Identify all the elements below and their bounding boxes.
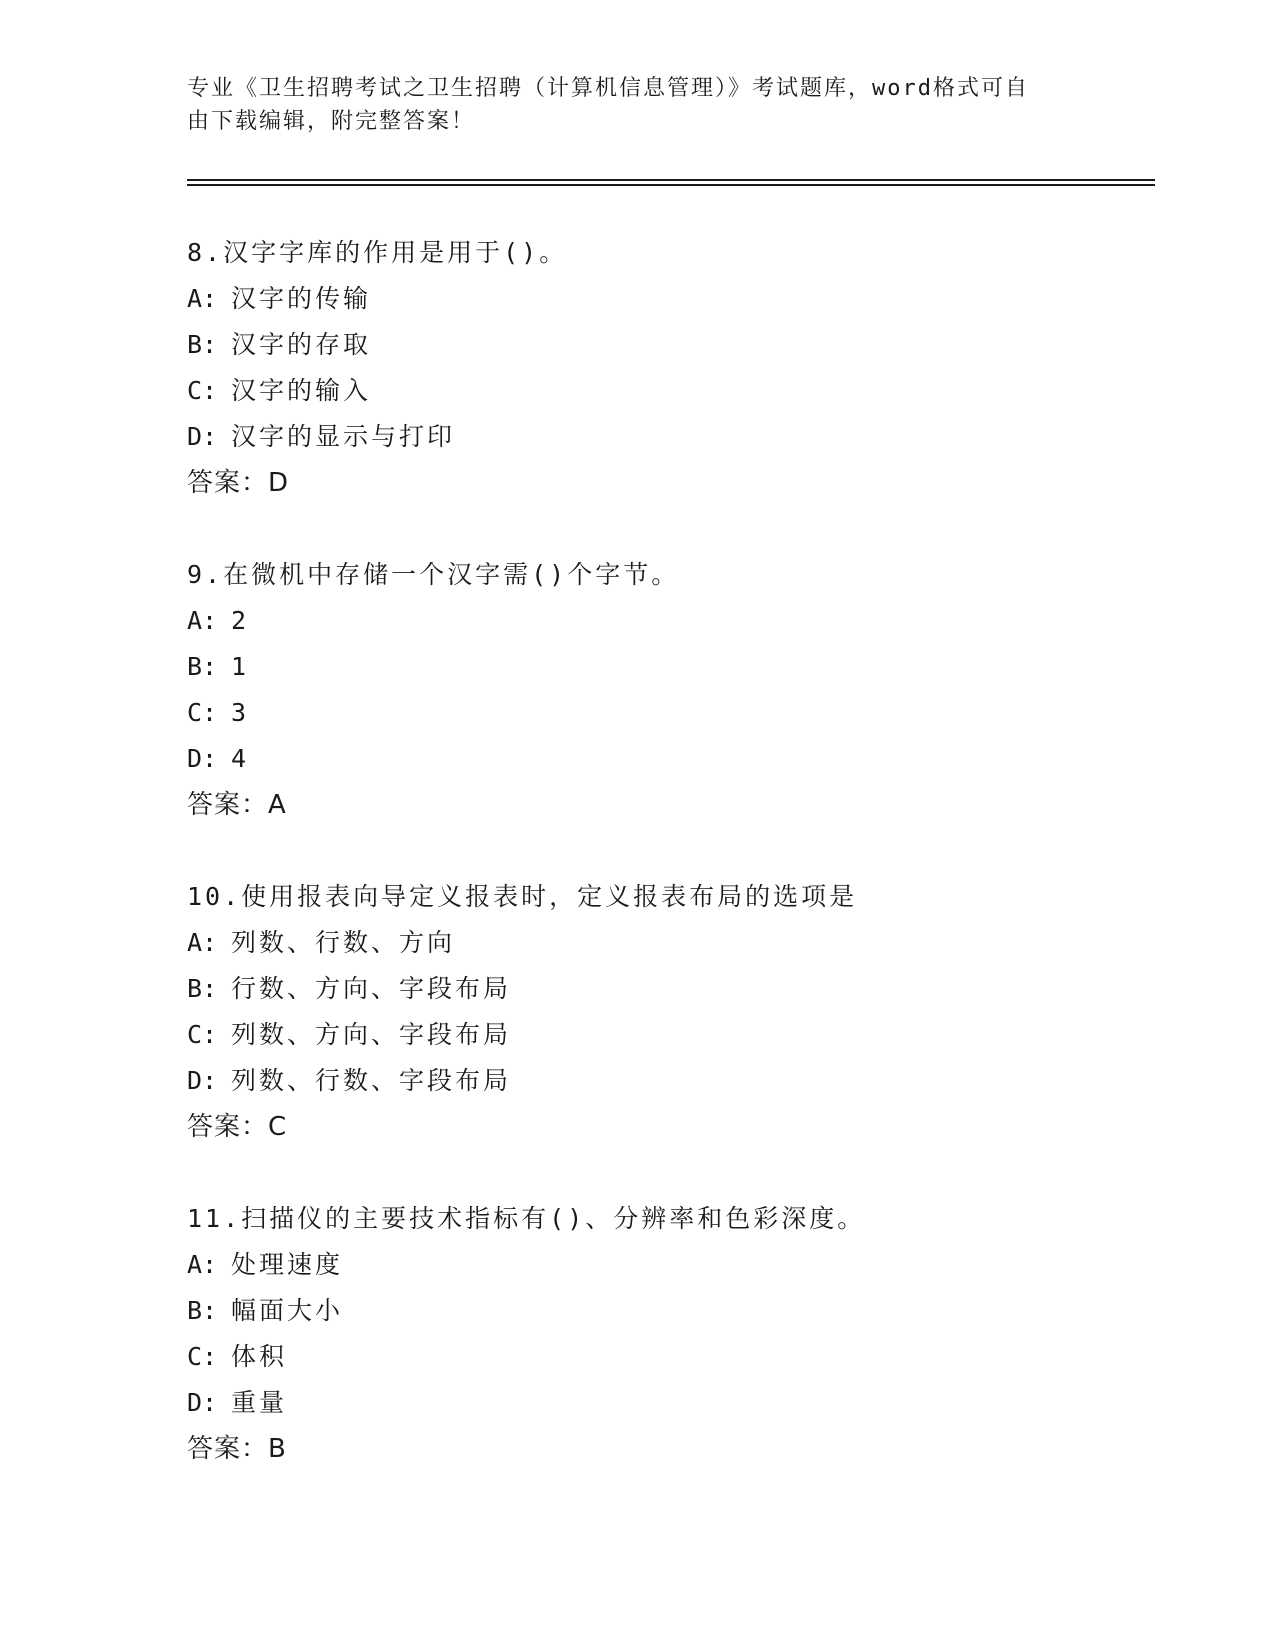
answer-line: 答案：A [187,790,287,820]
question-block [187,1196,1147,1472]
option-label: C: [187,698,218,727]
option-a [187,920,1147,966]
answer-line: 答案：B [187,1434,287,1464]
option-d [187,414,1147,460]
option-b [187,644,1147,690]
option-c [187,368,1147,414]
question-block [187,874,1147,1150]
option-label: C: [187,1342,218,1371]
option-text: 汉字的显示与打印 [231,422,456,451]
question-stem: 10.使用报表向导定义报表时，定义报表布局的选项是 [187,882,858,911]
option-text: 体积 [231,1342,288,1371]
option-label: B: [187,1296,218,1325]
option-text: 汉字的传输 [231,284,372,313]
option-text: 1 [231,652,250,681]
option-text: 4 [231,744,250,773]
option-a [187,1242,1147,1288]
option-label: D: [187,1066,218,1095]
option-label: D: [187,422,218,451]
option-b [187,1288,1147,1334]
answer-line: 答案：D [187,468,290,498]
question-stem: 9.在微机中存储一个汉字需()个字节。 [187,560,680,589]
option-a [187,598,1147,644]
answer-line: 答案：C [187,1112,288,1142]
option-d [187,736,1147,782]
option-label: A: [187,928,218,957]
option-text: 列数、方向、字段布局 [231,1020,512,1049]
option-text: 列数、行数、字段布局 [231,1066,512,1095]
option-b [187,322,1147,368]
option-label: C: [187,1020,218,1049]
option-c [187,1012,1147,1058]
header-line-1: 专业《卫生招聘考试之卫生招聘（计算机信息管理）》考试题库，word格式可自 [187,76,1029,101]
option-text: 列数、行数、方向 [231,928,456,957]
option-c [187,1334,1147,1380]
option-label: D: [187,744,218,773]
option-label: A: [187,1250,218,1279]
option-b [187,966,1147,1012]
option-text: 汉字的存取 [231,330,372,359]
option-text: 处理速度 [231,1250,344,1279]
option-c [187,690,1147,736]
option-label: B: [187,652,218,681]
question-block [187,552,1147,828]
option-a [187,276,1147,322]
option-label: A: [187,284,218,313]
document-header [187,72,1067,138]
option-d [187,1058,1147,1104]
option-text: 幅面大小 [231,1296,344,1325]
question-block [187,230,1147,506]
option-text: 重量 [231,1388,288,1417]
option-label: B: [187,974,218,1003]
option-d [187,1380,1147,1426]
option-label: A: [187,606,218,635]
question-stem: 11.扫描仪的主要技术指标有()、分辨率和色彩深度。 [187,1204,866,1233]
option-label: D: [187,1388,218,1417]
header-line-2: 由下载编辑，附完整答案！ [187,109,476,134]
option-label: C: [187,376,218,405]
option-text: 3 [231,698,250,727]
question-stem: 8.汉字字库的作用是用于()。 [187,238,568,267]
header-divider-top [187,179,1155,181]
option-text: 行数、方向、字段布局 [231,974,512,1003]
header-divider-bottom [187,184,1155,186]
option-label: B: [187,330,218,359]
option-text: 汉字的输入 [231,376,372,405]
option-text: 2 [231,606,250,635]
